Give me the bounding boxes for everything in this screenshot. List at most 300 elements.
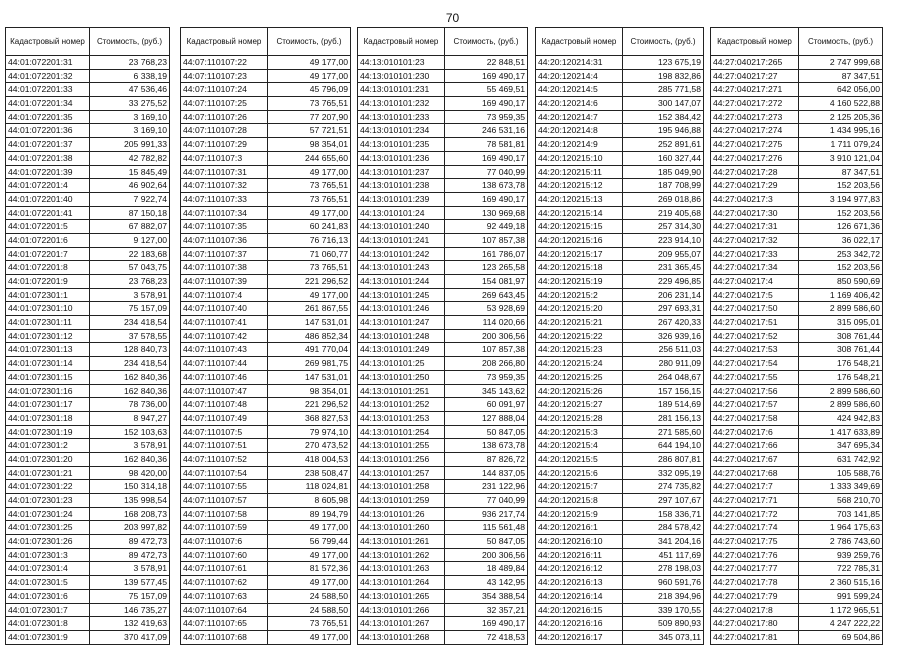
cadastral-number-cell: 44:27:040217:5 [711, 288, 799, 302]
table-row [358, 275, 528, 289]
cadastral-number-cell: 44:07:110107:29 [181, 138, 268, 152]
cadastral-number-cell: 44:01:072301:1 [6, 288, 90, 302]
cadastral-number-cell: 44:20:120216:11 [536, 548, 623, 562]
cost-cell: 87 347,51 [799, 165, 883, 179]
cadastral-number-cell: 44:20:120215:26 [536, 384, 623, 398]
cost-cell: 22 183,68 [90, 247, 170, 261]
cadastral-number-cell: 44:01:072301:13 [6, 343, 90, 357]
cost-cell: 850 590,69 [799, 275, 883, 289]
table-row [536, 247, 704, 261]
cadastral-number-cell: 44:13:010101:243 [358, 261, 445, 275]
table-row [358, 97, 528, 111]
cost-cell: 132 419,63 [90, 617, 170, 631]
cost-cell: 187 708,99 [623, 179, 704, 193]
table-row [536, 165, 704, 179]
cadastral-number-cell: 44:07:110107:42 [181, 329, 268, 343]
cadastral-number-cell: 44:01:072301:9 [6, 630, 90, 644]
table-row [181, 384, 351, 398]
cost-cell: 72 418,53 [445, 630, 528, 644]
cost-cell: 79 974,10 [268, 425, 351, 439]
cadastral-number-cell: 44:20:120215:12 [536, 179, 623, 193]
cadastral-number-cell: 44:01:072301:6 [6, 589, 90, 603]
table-row [6, 603, 170, 617]
cost-cell: 176 548,21 [799, 370, 883, 384]
table-row [358, 316, 528, 330]
table-row [536, 329, 704, 343]
cadastral-number-cell: 44:13:010101:257 [358, 466, 445, 480]
cadastral-number-cell: 44:01:072201:6 [6, 233, 90, 247]
cadastral-number-cell: 44:13:010101:254 [358, 425, 445, 439]
cadastral-number-cell: 44:27:040217:56 [711, 384, 799, 398]
cadastral-number-cell: 44:07:110107:33 [181, 192, 268, 206]
table-row [358, 439, 528, 453]
table-row [536, 343, 704, 357]
cost-cell: 152 203,56 [799, 179, 883, 193]
cadastral-number-cell: 44:27:040217:34 [711, 261, 799, 275]
cost-cell: 87 347,51 [799, 69, 883, 83]
cadastral-number-cell: 44:13:010101:262 [358, 548, 445, 562]
cost-cell: 2 899 586,60 [799, 398, 883, 412]
table-row [181, 439, 351, 453]
table-row [358, 220, 528, 234]
cost-cell: 49 177,00 [268, 56, 351, 70]
cost-cell: 76 716,13 [268, 233, 351, 247]
cost-cell: 722 785,31 [799, 562, 883, 576]
table-row [6, 124, 170, 138]
cadastral-number-cell: 44:13:010101:246 [358, 302, 445, 316]
table-row [181, 617, 351, 631]
cost-cell: 285 771,58 [623, 83, 704, 97]
table-row [358, 261, 528, 275]
cost-cell: 200 306,56 [445, 329, 528, 343]
cadastral-number-cell: 44:20:120214:31 [536, 56, 623, 70]
table-row [358, 165, 528, 179]
cost-cell: 77 040,99 [445, 494, 528, 508]
cadastral-number-cell: 44:13:010101:244 [358, 275, 445, 289]
table-row [6, 69, 170, 83]
table-row [358, 302, 528, 316]
cost-cell: 162 840,36 [90, 384, 170, 398]
cadastral-number-cell: 44:20:120215:3 [536, 425, 623, 439]
cadastral-number-cell: 44:01:072201:35 [6, 110, 90, 124]
table-row [181, 603, 351, 617]
cadastral-number-cell: 44:07:110107:43 [181, 343, 268, 357]
cost-cell: 57 043,75 [90, 261, 170, 275]
cost-cell: 89 194,79 [268, 507, 351, 521]
cadastral-number-cell: 44:07:110107:3 [181, 151, 268, 165]
table-row [6, 439, 170, 453]
cost-cell: 87 150,18 [90, 206, 170, 220]
cadastral-number-cell: 44:20:120214:6 [536, 97, 623, 111]
cost-cell: 152 203,56 [799, 206, 883, 220]
cadastral-number-cell: 44:20:120215:4 [536, 439, 623, 453]
cadastral-number-cell: 44:01:072301:26 [6, 535, 90, 549]
table-row [711, 480, 883, 494]
cost-cell: 49 177,00 [268, 630, 351, 644]
table-row [181, 138, 351, 152]
cost-cell: 135 998,54 [90, 494, 170, 508]
table-row [358, 562, 528, 576]
cost-cell: 73 765,51 [268, 261, 351, 275]
cadastral-number-cell: 44:07:110107:60 [181, 548, 268, 562]
table-row [6, 329, 170, 343]
table-row [536, 357, 704, 371]
table-row [358, 384, 528, 398]
table-row [6, 630, 170, 644]
cadastral-number-cell: 44:13:010101:242 [358, 247, 445, 261]
cadastral-number-cell: 44:01:072301:2 [6, 439, 90, 453]
cadastral-number-cell: 44:01:072201:38 [6, 151, 90, 165]
cost-cell: 286 807,81 [623, 452, 704, 466]
cost-cell: 49 177,00 [268, 206, 351, 220]
table-row [181, 288, 351, 302]
cost-cell: 246 531,16 [445, 124, 528, 138]
cadastral-number-cell: 44:27:040217:55 [711, 370, 799, 384]
table-row [181, 275, 351, 289]
cadastral-number-cell: 44:27:040217:33 [711, 247, 799, 261]
header-cost: Стоимость, (руб.) [445, 28, 528, 56]
cost-cell: 3 194 977,83 [799, 192, 883, 206]
table-row [711, 206, 883, 220]
cadastral-number-cell: 44:01:072201:9 [6, 275, 90, 289]
table-row [358, 603, 528, 617]
cadastral-number-cell: 44:01:072301:25 [6, 521, 90, 535]
cost-cell: 152 384,42 [623, 110, 704, 124]
cost-cell: 269 018,86 [623, 192, 704, 206]
table-row [181, 261, 351, 275]
table-row [711, 507, 883, 521]
cost-cell: 45 796,09 [268, 83, 351, 97]
cost-cell: 162 840,36 [90, 452, 170, 466]
cost-cell: 56 799,44 [268, 535, 351, 549]
table-row [358, 576, 528, 590]
cost-cell: 49 177,00 [268, 69, 351, 83]
cadastral-number-cell: 44:07:110107:48 [181, 398, 268, 412]
table-row [711, 233, 883, 247]
cadastral-number-cell: 44:13:010101:25 [358, 357, 445, 371]
registry-table-1 [5, 27, 170, 645]
table-row [536, 452, 704, 466]
table-row [536, 110, 704, 124]
table-row [711, 261, 883, 275]
cost-cell: 271 585,60 [623, 425, 704, 439]
cadastral-number-cell: 44:13:010101:236 [358, 151, 445, 165]
header-cadastral-number: Кадастровый номер [711, 28, 799, 56]
cost-cell: 169 490,17 [445, 97, 528, 111]
cadastral-number-cell: 44:13:010101:234 [358, 124, 445, 138]
cost-cell: 203 997,82 [90, 521, 170, 535]
cadastral-number-cell: 44:13:010101:251 [358, 384, 445, 398]
table-row [358, 343, 528, 357]
table-row [358, 425, 528, 439]
cost-cell: 345 143,62 [445, 384, 528, 398]
cadastral-number-cell: 44:27:040217:265 [711, 56, 799, 70]
cadastral-number-cell: 44:27:040217:74 [711, 521, 799, 535]
table-row [181, 494, 351, 508]
cadastral-number-cell: 44:07:110107:49 [181, 411, 268, 425]
cost-cell: 274 735,82 [623, 480, 704, 494]
cost-cell: 126 671,36 [799, 220, 883, 234]
cost-cell: 37 578,55 [90, 329, 170, 343]
cost-cell: 218 394,96 [623, 589, 704, 603]
cadastral-number-cell: 44:13:010101:261 [358, 535, 445, 549]
table-row [536, 233, 704, 247]
cost-cell: 703 141,85 [799, 507, 883, 521]
cost-cell: 92 449,18 [445, 220, 528, 234]
table-row [711, 521, 883, 535]
cost-cell: 234 418,54 [90, 316, 170, 330]
cadastral-number-cell: 44:07:110107:5 [181, 425, 268, 439]
cadastral-number-cell: 44:13:010101:232 [358, 97, 445, 111]
cadastral-number-cell: 44:01:072301:8 [6, 617, 90, 631]
table-row [536, 83, 704, 97]
cadastral-number-cell: 44:07:110107:40 [181, 302, 268, 316]
table-row [711, 110, 883, 124]
table-row [536, 192, 704, 206]
cadastral-number-cell: 44:07:110107:61 [181, 562, 268, 576]
cost-cell: 147 531,01 [268, 316, 351, 330]
cost-cell: 231 122,96 [445, 480, 528, 494]
table-row [181, 220, 351, 234]
cost-cell: 219 405,68 [623, 206, 704, 220]
cost-cell: 308 761,44 [799, 343, 883, 357]
cost-cell: 127 888,04 [445, 411, 528, 425]
cadastral-number-cell: 44:20:120216:13 [536, 576, 623, 590]
cadastral-number-cell: 44:20:120215:7 [536, 480, 623, 494]
cadastral-number-cell: 44:20:120215:11 [536, 165, 623, 179]
header-cost: Стоимость, (руб.) [799, 28, 883, 56]
table-row [358, 411, 528, 425]
cadastral-number-cell: 44:07:110107:6 [181, 535, 268, 549]
table-row [358, 151, 528, 165]
cost-cell: 332 095,19 [623, 466, 704, 480]
cadastral-number-cell: 44:13:010101:265 [358, 589, 445, 603]
table-row [181, 165, 351, 179]
table-row [711, 275, 883, 289]
cadastral-number-cell: 44:20:120215:16 [536, 233, 623, 247]
table-row [181, 151, 351, 165]
cost-cell: 2 899 586,60 [799, 384, 883, 398]
table-row [536, 411, 704, 425]
cadastral-number-cell: 44:01:072201:8 [6, 261, 90, 275]
table-row [181, 466, 351, 480]
table-row [536, 275, 704, 289]
cost-cell: 73 765,51 [268, 617, 351, 631]
cadastral-number-cell: 44:01:072301:10 [6, 302, 90, 316]
cadastral-number-cell: 44:27:040217:8 [711, 603, 799, 617]
cadastral-number-cell: 44:07:110107:64 [181, 603, 268, 617]
cost-cell: 2 125 205,36 [799, 110, 883, 124]
cadastral-number-cell: 44:13:010101:259 [358, 494, 445, 508]
table-row [711, 494, 883, 508]
cadastral-number-cell: 44:20:120215:14 [536, 206, 623, 220]
table-row [536, 617, 704, 631]
cadastral-number-cell: 44:27:040217:276 [711, 151, 799, 165]
cadastral-number-cell: 44:20:120214:9 [536, 138, 623, 152]
cadastral-number-cell: 44:20:120215:13 [536, 192, 623, 206]
cost-cell: 169 490,17 [445, 192, 528, 206]
cadastral-number-cell: 44:27:040217:80 [711, 617, 799, 631]
cadastral-number-cell: 44:13:010101:230 [358, 69, 445, 83]
table-row [711, 562, 883, 576]
cost-cell: 169 490,17 [445, 617, 528, 631]
cost-cell: 270 473,52 [268, 439, 351, 453]
cadastral-number-cell: 44:01:072301:7 [6, 603, 90, 617]
cost-cell: 152 103,63 [90, 425, 170, 439]
cost-cell: 50 847,05 [445, 535, 528, 549]
cost-cell: 4 160 522,88 [799, 97, 883, 111]
table-row [181, 535, 351, 549]
table-row [536, 576, 704, 590]
cadastral-number-cell: 44:07:110107:54 [181, 466, 268, 480]
table-row [181, 398, 351, 412]
table-row [181, 411, 351, 425]
cost-cell: 326 939,16 [623, 329, 704, 343]
cost-cell: 152 203,56 [799, 261, 883, 275]
table-row [536, 97, 704, 111]
table-row [358, 192, 528, 206]
cost-cell: 2 899 586,60 [799, 302, 883, 316]
cost-cell: 146 735,27 [90, 603, 170, 617]
cadastral-number-cell: 44:20:120215:20 [536, 302, 623, 316]
table-row [6, 576, 170, 590]
cost-cell: 49 177,00 [268, 288, 351, 302]
cost-cell: 368 827,53 [268, 411, 351, 425]
cadastral-number-cell: 44:27:040217:6 [711, 425, 799, 439]
cadastral-number-cell: 44:01:072301:15 [6, 370, 90, 384]
cadastral-number-cell: 44:07:110107:44 [181, 357, 268, 371]
table-row [6, 83, 170, 97]
cadastral-number-cell: 44:01:072301:19 [6, 425, 90, 439]
cadastral-number-cell: 44:27:040217:72 [711, 507, 799, 521]
table-row [181, 97, 351, 111]
cost-cell: 176 548,21 [799, 357, 883, 371]
cost-cell: 253 342,72 [799, 247, 883, 261]
table-row [6, 302, 170, 316]
table-row [358, 206, 528, 220]
cost-cell: 107 857,38 [445, 343, 528, 357]
table-row [6, 138, 170, 152]
table-row [536, 370, 704, 384]
table-row [358, 247, 528, 261]
cost-cell: 75 157,09 [90, 302, 170, 316]
table-row [181, 69, 351, 83]
cost-cell: 49 177,00 [268, 521, 351, 535]
cost-cell: 631 742,92 [799, 452, 883, 466]
cadastral-number-cell: 44:01:072201:36 [6, 124, 90, 138]
table-row [536, 398, 704, 412]
cadastral-number-cell: 44:20:120214:4 [536, 69, 623, 83]
cost-cell: 238 508,47 [268, 466, 351, 480]
table-row [181, 329, 351, 343]
cadastral-number-cell: 44:20:120215:19 [536, 275, 623, 289]
cadastral-number-cell: 44:13:010101:249 [358, 343, 445, 357]
cost-cell: 1 169 406,42 [799, 288, 883, 302]
cadastral-number-cell: 44:27:040217:275 [711, 138, 799, 152]
cost-cell: 123 265,58 [445, 261, 528, 275]
cost-cell: 57 721,51 [268, 124, 351, 138]
cost-cell: 269 643,45 [445, 288, 528, 302]
table-row [181, 521, 351, 535]
cost-cell: 144 837,05 [445, 466, 528, 480]
table-row [358, 357, 528, 371]
cost-cell: 269 981,75 [268, 357, 351, 371]
cadastral-number-cell: 44:13:010101:260 [358, 521, 445, 535]
table-row [536, 589, 704, 603]
table-row [6, 220, 170, 234]
table-row [711, 56, 883, 70]
table-row [536, 56, 704, 70]
cadastral-number-cell: 44:20:120216:10 [536, 535, 623, 549]
table-row [536, 548, 704, 562]
cost-cell: 2 360 515,16 [799, 576, 883, 590]
cost-cell: 18 489,84 [445, 562, 528, 576]
cadastral-number-cell: 44:27:040217:53 [711, 343, 799, 357]
cadastral-number-cell: 44:13:010101:241 [358, 233, 445, 247]
cost-cell: 50 847,05 [445, 425, 528, 439]
table-row [711, 535, 883, 549]
table-row [711, 124, 883, 138]
cadastral-number-cell: 44:07:110107:57 [181, 494, 268, 508]
cadastral-number-cell: 44:13:010101:237 [358, 165, 445, 179]
cost-cell: 486 852,34 [268, 329, 351, 343]
cadastral-number-cell: 44:01:072301:5 [6, 576, 90, 590]
table-row [6, 494, 170, 508]
table-row [6, 56, 170, 70]
table-row [6, 97, 170, 111]
table-row [181, 124, 351, 138]
cadastral-number-cell: 44:01:072301:20 [6, 452, 90, 466]
cost-cell: 960 591,76 [623, 576, 704, 590]
registry-table-2 [180, 27, 351, 645]
cadastral-number-cell: 44:13:010101:264 [358, 576, 445, 590]
table-row [711, 398, 883, 412]
cadastral-number-cell: 44:13:010101:263 [358, 562, 445, 576]
table-row [181, 370, 351, 384]
cost-cell: 3 578,91 [90, 439, 170, 453]
cost-cell: 42 782,82 [90, 151, 170, 165]
cost-cell: 147 531,01 [268, 370, 351, 384]
cost-cell: 98 354,01 [268, 138, 351, 152]
cadastral-number-cell: 44:20:120215:15 [536, 220, 623, 234]
table-row [711, 466, 883, 480]
table-row [536, 562, 704, 576]
cadastral-number-cell: 44:01:072201:4 [6, 179, 90, 193]
table-row [6, 357, 170, 371]
cadastral-number-cell: 44:01:072201:33 [6, 83, 90, 97]
cost-cell: 209 955,07 [623, 247, 704, 261]
cost-cell: 936 217,74 [445, 507, 528, 521]
cost-cell: 24 588,50 [268, 603, 351, 617]
cost-cell: 1 417 633,89 [799, 425, 883, 439]
table-row [711, 589, 883, 603]
cadastral-number-cell: 44:27:040217:3 [711, 192, 799, 206]
cadastral-number-cell: 44:07:110107:32 [181, 179, 268, 193]
cadastral-number-cell: 44:07:110107:62 [181, 576, 268, 590]
table-row [536, 480, 704, 494]
cost-cell: 77 040,99 [445, 165, 528, 179]
table-row [6, 110, 170, 124]
cost-cell: 206 231,14 [623, 288, 704, 302]
cadastral-number-cell: 44:27:040217:273 [711, 110, 799, 124]
table-row [181, 110, 351, 124]
cadastral-number-cell: 44:07:110107:37 [181, 247, 268, 261]
cadastral-number-cell: 44:01:072301:12 [6, 329, 90, 343]
table-row [181, 576, 351, 590]
cadastral-number-cell: 44:27:040217:51 [711, 316, 799, 330]
cadastral-number-cell: 44:20:120215:25 [536, 370, 623, 384]
table-row [711, 617, 883, 631]
